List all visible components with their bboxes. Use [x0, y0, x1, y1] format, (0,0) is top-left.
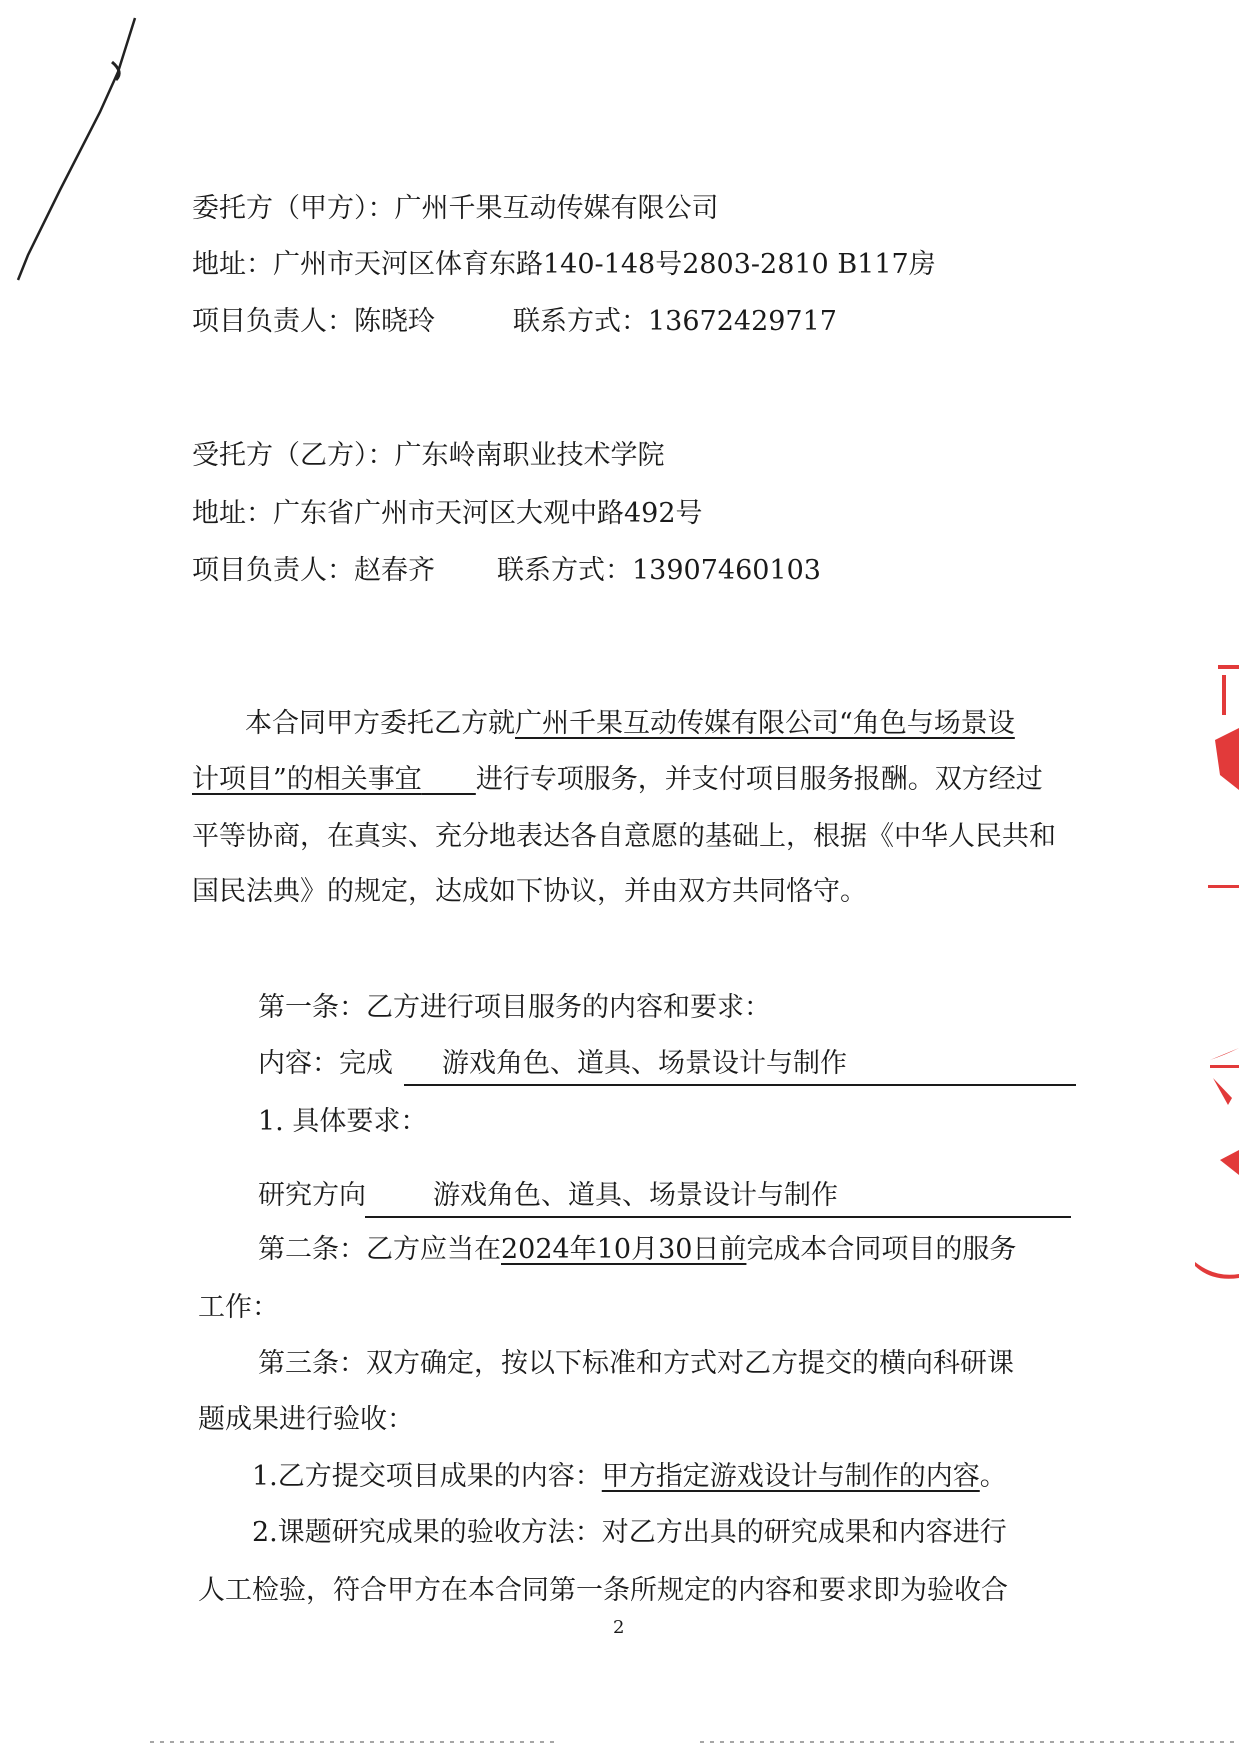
party-a-contact-phone: 联系方式：13672429717 — [513, 306, 837, 337]
article-3-item-2-line-2: 人工检验，符合甲方在本合同第一条所规定的内容和要求即为验收合 — [198, 1575, 1008, 1606]
party-a-address: 地址：广州市天河区体育东路140-148号2803-2810 B117房 — [192, 249, 936, 280]
item-1-value: 甲方指定游戏设计与制作的内容 — [601, 1461, 980, 1492]
article-1-heading: 第一条：乙方进行项目服务的内容和要求： — [258, 992, 771, 1023]
page-number: 2 — [613, 1617, 625, 1638]
preamble-line-4: 国民法典》的规定，达成如下协议，并由双方共同恪守。 — [192, 876, 867, 907]
article-2-line-1 — [258, 1232, 1016, 1268]
party-a-contact-person: 项目负责人：陈晓玲 — [192, 306, 435, 337]
party-b-title: 受托方（乙方）：广东岭南职业技术学院 — [192, 440, 665, 471]
preamble-line-2-rest: 进行专项服务，并支付项目服务报酬。双方经过 — [475, 764, 1043, 795]
party-b-contact-person: 项目负责人：赵春齐 — [192, 555, 435, 586]
content-label: 内容：完成 — [258, 1048, 393, 1079]
content-value: 游戏角色、道具、场景设计与制作 — [442, 1048, 847, 1079]
direction-blank — [365, 1178, 1071, 1218]
preamble-line-2 — [192, 762, 1043, 798]
party-b-contact-phone: 联系方式：13907460103 — [497, 555, 821, 586]
deadline-date: 2024年10月30日前 — [501, 1234, 747, 1265]
project-name-underlined: 广州千果互动传媒有限公司“角色与场景设 — [515, 708, 1015, 739]
content-blank — [404, 1046, 1076, 1086]
requirements-heading: 1. 具体要求： — [258, 1106, 428, 1137]
article-2-rest: 完成本合同项目的服务 — [746, 1234, 1017, 1265]
article-3-item-1 — [252, 1459, 1007, 1495]
party-b-address: 地址：广东省广州市天河区大观中路492号 — [192, 498, 703, 529]
preamble-line-1 — [245, 706, 1015, 742]
underline-blank — [422, 764, 476, 795]
binding-string — [18, 18, 135, 280]
article-3-line-1: 第三条：双方确定，按以下标准和方式对乙方提交的横向科研课 — [258, 1348, 1014, 1379]
article-2-start: 第二条：乙方应当在 — [258, 1234, 501, 1265]
direction-label: 研究方向 — [258, 1180, 366, 1211]
article-3-line-2: 题成果进行验收： — [198, 1404, 414, 1435]
project-matter-underlined: 计项目”的相关事宜 — [192, 764, 422, 795]
seal-fragment — [1195, 665, 1239, 1279]
article-2-line-2: 工作： — [198, 1292, 279, 1323]
preamble-start: 本合同甲方委托乙方就 — [245, 708, 515, 739]
item-1-label: 1.乙方提交项目成果的内容： — [252, 1461, 602, 1492]
item-1-end: 。 — [979, 1461, 1007, 1492]
preamble-line-3: 平等协商，在真实、充分地表达各自意愿的基础上，根据《中华人民共和 — [192, 821, 1056, 852]
party-a-title: 委托方（甲方）：广州千果互动传媒有限公司 — [192, 193, 719, 224]
article-3-item-2-line-1: 2.课题研究成果的验收方法：对乙方出具的研究成果和内容进行 — [252, 1517, 1007, 1548]
direction-value: 游戏角色、道具、场景设计与制作 — [433, 1180, 838, 1211]
